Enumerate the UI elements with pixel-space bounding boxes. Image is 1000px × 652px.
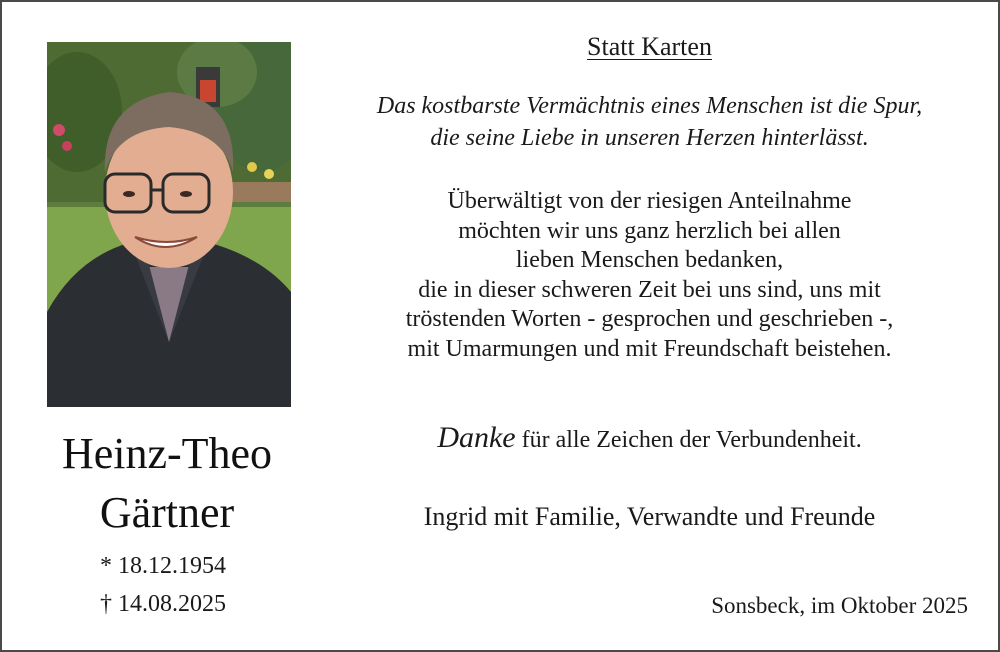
- thanks-line: Überwältigt von der riesigen Anteilnahme: [447, 188, 852, 214]
- death-symbol: †: [100, 591, 112, 617]
- family-signature: Ingrid mit Familie, Verwandte und Freunde: [423, 502, 876, 531]
- deceased-last-name: Gärtner: [99, 488, 235, 537]
- birth-symbol: *: [100, 553, 112, 579]
- thanks-line: lieben Menschen bedanken,: [515, 247, 784, 273]
- place-and-date: Sonsbeck, im Oktober 2025: [711, 593, 968, 618]
- notice-heading-text: Statt Karten: [587, 32, 712, 61]
- thanks-line: möchten wir uns ganz herzlich bei allen: [458, 217, 841, 244]
- death-date: 14.08.2025: [118, 591, 226, 617]
- death-date-line: [100, 592, 226, 616]
- memorial-quote: [307, 90, 992, 154]
- thanks-paragraph: [307, 187, 992, 364]
- quote-line: die seine Liebe in unseren Herzen hinterlässt.: [430, 125, 869, 151]
- notice-heading: [307, 32, 992, 62]
- danke-word: Danke: [437, 421, 516, 454]
- thanks-line: tröstenden Worten - gesprochen und geschrieben -,: [405, 306, 894, 332]
- portrait-illustration: [47, 42, 291, 407]
- danke-rest: für alle Zeichen der Verbundenheit.: [521, 427, 862, 453]
- thanks-line: die in dieser schweren Zeit bei uns sind, uns mit: [418, 276, 881, 303]
- danke-line: [307, 420, 992, 458]
- deceased-first-name: Heinz-Theo: [61, 429, 273, 478]
- portrait-photo: [47, 42, 291, 407]
- thanks-line: mit Umarmungen und mit Freundschaft beistehen.: [407, 335, 892, 362]
- birth-date: 18.12.1954: [118, 553, 226, 579]
- birth-date-line: [100, 554, 226, 578]
- quote-line: Das kostbarste Vermächtnis eines Menschen ist die Spur,: [376, 93, 923, 119]
